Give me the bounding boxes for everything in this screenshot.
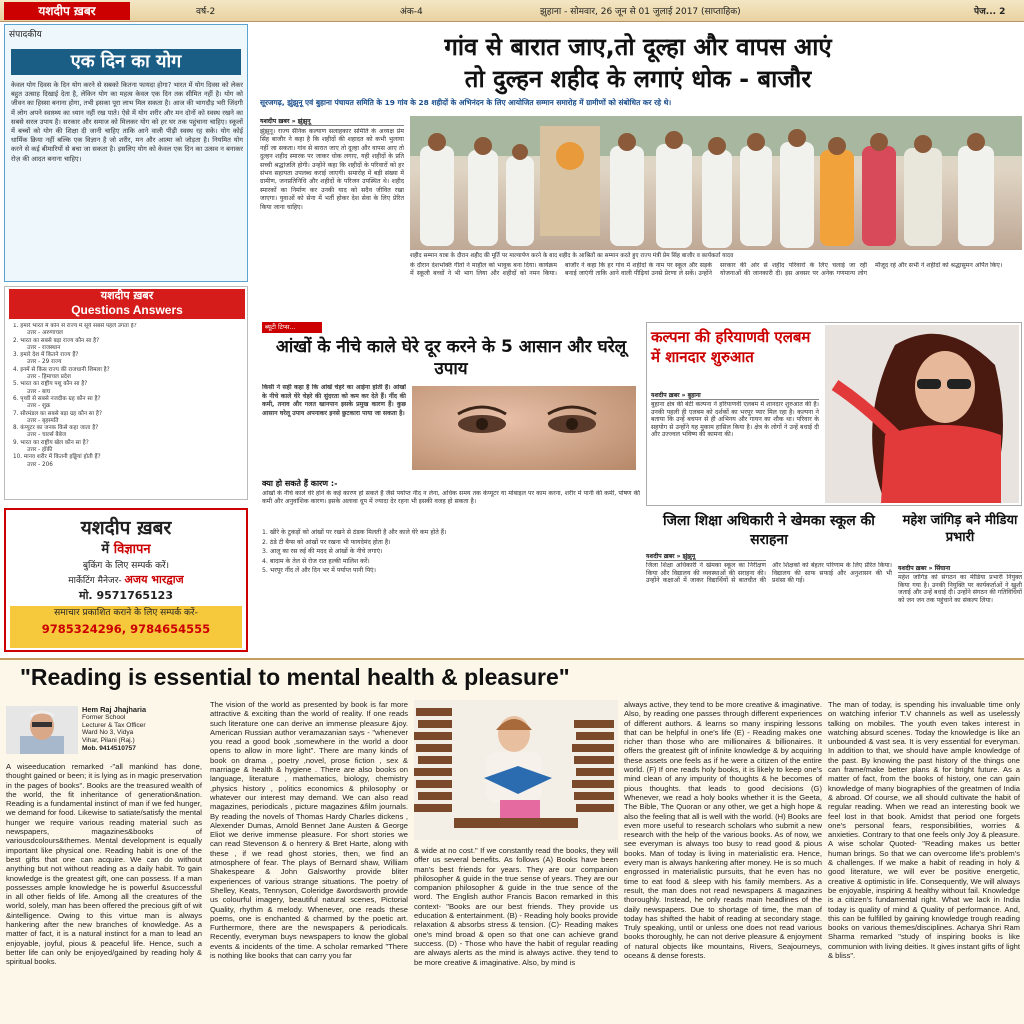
masthead-bar — [0, 0, 1024, 22]
qa-line: 7. सौरमंडल का सबसे बड़ा ग्रह कौन सा है? — [13, 410, 102, 417]
author-line: Former School — [82, 713, 126, 721]
lead-photo-figures — [410, 116, 1022, 250]
qa-line: उत्तर - चार्ल्स बैबेज — [27, 432, 67, 439]
masthead-issue: अंक-4 — [400, 7, 423, 17]
author-line: Mob. 9414510757 — [82, 744, 136, 752]
qa-title — [9, 289, 245, 319]
ad-manager-label: मार्केटिंग मैनेजर- — [68, 576, 122, 586]
reading-girl-illustration — [414, 700, 618, 840]
ad-booking-line: बुकिंग के लिए सम्पर्क करें। — [82, 561, 170, 571]
qa-line: 10. मानव शरीर में कितनी हड्डियां होती हैं? — [13, 454, 101, 461]
album-byline: यशदीप ख़बर » बुहाना — [651, 391, 819, 400]
qa-line: उत्तर - 206 — [27, 461, 53, 468]
lead-headline-2: तो दुल्हन शहीद के लगाएं धोक - बाजौर — [464, 65, 812, 93]
beauty-tips-list — [262, 528, 640, 654]
masthead-page: पेज... 2 — [974, 7, 1006, 17]
media-byline: यशदीप ख़बर » सिंघाना — [898, 564, 1022, 573]
author-name: Hem Raj Jhajharia — [82, 705, 147, 714]
ad-mobile-number: 9571765123 — [96, 589, 173, 602]
ad-vigyapan-line — [6, 539, 246, 557]
beauty-intro: किसी ने सही कहा है कि आंखें चेहरे का आईना होती हैं। आंखों के नीचे काले घेरे चेहरे की सुंदरता को कम कर देते हैं। नींद की कमी, तनाव और गलत खानपान इसके प्रमुख कारण हैं। कुछ आसान घरेलू उपाय अपनाकर इनसे छुटकारा पाया जा सकता है। — [262, 384, 406, 417]
school-byline: यशदीप ख़बर » झुंझुनू — [646, 552, 766, 561]
beauty-tip: 4. बादाम के तेल से रोज रात हल्की मालिश करें। — [262, 557, 370, 565]
author-photo — [6, 706, 78, 754]
lead-photo-caption: शहीद सम्मान यात्रा के दौरान शहीद की मूर्ति पर माल्यार्पण करने के बाद शहीद के आश्रितों का सम्मान करते हुए राज्य मंत्री प्रेम सिंह बाजौर व कार्यकर्ता यादव — [410, 253, 734, 259]
qa-title-hindi: यशदीप ख़बर — [100, 289, 154, 302]
beauty-tip: 3. आलू का रस रुई की मदद से आंखों के नीचे लगाएं। — [262, 548, 383, 556]
editorial-box — [4, 24, 248, 282]
qa-line: 6. पृथ्वी से सबसे नजदीक ग्रह कौन सा है? — [13, 395, 101, 402]
beauty-subhead-body: आंखों के नीचे काले घेरे होने के कई कारण हो सकते हैं जैसे पर्याप्त नींद न लेना, अधिक समय तक कंप्यूटर या मोबाइल पर काम करना, शरीर में पानी की कमी, पोषण की कमी और अनुवांशिक कारण। इसके अलावा धूप में ज्यादा देर रहना भी इसकी वजह हो सकता है। — [262, 490, 640, 505]
editorial-body: केवल योग दिवस के दिन योग करने से सबको कितना फायदा होगा? भारत में योग दिवस को लेकर बहुत उत्साह दिखाई देता है, लेकिन योग का महत्व केवल एक दिन तक सीमित नहीं है। योग को जीवन का हिस्सा बनाना होगा, तभी इसका पूरा लाभ मिल सकता है। आज की भागदौड़ भरी जिंदगी में लोग अपने स्वास्थ्य का ध्यान नहीं रख पाते। ऐसे में योग शरीर और मन दोनों को स्वस्थ रखने का सबसे सरल उपाय है। सरकार और समाज को मिलकर योग को हर घर तक पहुंचाना चाहिए। स्कूलों में बच्चों को योग की शिक्षा दी जानी चाहिए ताकि आने वाली पीढ़ी स्वस्थ रह सके। योग कोई धार्मिक क्रिया नहीं बल्कि एक विज्ञान है जो शरीर, मन और आत्मा को जोड़ता है। नियमित योग करने से कई बीमारियों से बचा जा सकता है। इसलिए योग को केवल एक दिन का उत्सव न बनाकर रोज़ की आदत बनाना चाहिए। — [11, 81, 243, 163]
media-body: महेश जांगिड़ को संगठन का मीडिया प्रभारी नियुक्त किया गया है। उनकी नियुक्ति पर कार्यकर्ताओं ने खुशी जताई और उन्हें बधाई दी। उन्होंने संगठन की गतिविधियों को जन जन तक पहुंचाने का संकल्प लिया। — [898, 574, 1022, 604]
album-box — [646, 322, 1022, 506]
qa-line: उत्तर - हॉकी — [27, 447, 53, 454]
album-photo — [825, 325, 1019, 503]
qa-line: उत्तर - बृहस्पति — [27, 417, 59, 424]
beauty-tip: 1. खीरे के टुकड़ों को आंखों पर रखने से ठंडक मिलती है और काले घेरे कम होते हैं। — [262, 529, 447, 536]
qa-line: उत्तर - हिमाचल प्रदेश — [27, 374, 71, 381]
ad-box — [4, 508, 248, 652]
beauty-tip: 2. ठंडे टी बैग्स को आंखों पर रखना भी फायदेमंद होता है। — [262, 538, 391, 546]
english-col-4: always active, they tend to be more creative & imaginative. Also, by reading one passes through different experiences of different authors. & learns so many inspiring lessons that can be helpful in one's life (E) - Reading makes one richer than those who are millionaires & billionaires. It offers the greatest gift of infinite knowledge & by acquiring these assets one feels as if he were a citizen of the entire world. (F) If one reads holy books, it is likely to keep one's mind clean of any impurity of thoughts & he becomes of pious thoughts. that leads to good decisions (G) Whenever, we read a holy books whether it is the Geeta, The Bible, The Quoran or any other, we get a high hope & also the feeling that all is well with the world. (H) Books are even more useful to research scholars who submit a new research with the help of the various books. As of now, we see everyman is always too busy to read good & pious books. Man of today is living in materialistic era. Hence, every man is always hankering after money. He is so much engrossed in materialistic pursuits, that he even has no time to eat food & sleep with his family members. As a result, the man does not read newspapers & magazines thoroughly. Instead, he only reads main headlines of the daily newspapers. Due to shortage of time, the man of today has shifted the habit of reading at secondary stage. Truly speaking, until or unless one does not read various books thoroughly, he can not derive pleasure & enjoyment of natural objects like mountains, Rivers, Seajourneys, oceans & dense forests. — [624, 700, 822, 961]
author-line: Ward No 3, Vidya — [82, 729, 134, 737]
beauty-photo-eyes — [412, 386, 636, 470]
masthead-paper-name: यशदीप ख़बर — [4, 2, 130, 20]
qa-line: 1. हमारे भारत में कौन से राज्य में सूर्य सबसे पहले उगता है? — [13, 323, 137, 329]
school-headline: जिला शिक्षा अधिकारी ने खेमका स्कूल की सराहना — [663, 513, 875, 548]
beauty-tag: ब्यूटी टिप्स... — [262, 322, 322, 333]
qa-list — [13, 323, 243, 497]
beauty-headline: आंखों के नीचे काले घेरे दूर करने के 5 आसान और घरेलू उपाय — [275, 337, 627, 379]
ad-news-phones: 9785324296, 9784654555 — [41, 622, 211, 636]
qa-line: उत्तर - बाघ — [27, 388, 51, 395]
author-line: Lecturer & Tax Officer — [82, 721, 146, 729]
beauty-tip: 5. भरपूर नींद लें और दिन भर में पर्याप्त पानी पिएं। — [262, 567, 376, 575]
school-body: जिला शिक्षा अधिकारी ने खेमका स्कूल का निरीक्षण किया और विद्यालय की व्यवस्थाओं की सराहना की। उन्होंने कक्षाओं में जाकर विद्यार्थियों से बातचीत की और शिक्षकों को बेहतर परिणाम के लिए प्रेरित किया। विद्यालय की साफ सफाई और अनुशासन की भी प्रशंसा की गई। — [646, 562, 892, 585]
qa-line: उत्तर - अरुणाचल — [27, 330, 63, 337]
ad-news-band — [10, 606, 242, 648]
ad-vigyapan: विज्ञापन — [113, 542, 151, 557]
qa-box — [4, 286, 248, 500]
ad-manager-name: अजय भारद्वाज — [124, 573, 184, 586]
ad-manager-line — [6, 572, 246, 587]
english-headline: "Reading is essential to mental health & pleasure" — [20, 664, 570, 690]
author-photo-portrait — [6, 706, 78, 754]
lead-body: झुंझुनू। राज्य सैनिक कल्याण सलाहकार समिति के अध्यक्ष प्रेम सिंह बाजौर ने कहा है कि शहीदों की शहादत को कभी भुलाया नहीं जा सकता। गांव से बारात जाए तो दूल्हा और वापस आए तो दुल्हन शहीद स्मारक पर जाकर धोक लगाए, यही शहीदों के प्रति सच्ची श्रद्धांजलि होगी। उन्होंने कहा कि शहीदों के परिवारों को हर संभव सहायता उपलब्ध कराई जाएगी। समारोह में बड़ी संख्या में ग्रामीण, जनप्रतिनिधि और शहीदों के परिजन उपस्थित थे। शहीद स्मारकों का निर्माण कर उनकी याद को सदैव जीवित रखा जाएगा। युवाओं को सेना में भर्ती होकर देश सेवा के लिए प्रेरित किया जाना चाहिए। — [260, 128, 404, 211]
lead-headline-1: गांव से बारात जाए,तो दूल्हा और वापस आएं — [444, 33, 832, 61]
qa-line: उत्तर - राजस्थान — [27, 344, 61, 351]
english-col-2: The vision of the world as presented by book is far more attractive & exciting than the world of reality. If one reads such literature one can derive an immense pleasure &joy. American Russian author veramazanian says - "whenever you read a good book ,somewhere in the world a door opens to allow in more light". There are many kinds of book on drama , poetry ,novel, prose fiction , sex & marriage & health & hygiene . There are also books on language, literature , mathematics, biology, chemistry ,physics history , politics economics & philosophy or whatever our interest may demand. We can also read magazines, periodicals , picture magazines &film journals. By reading the novels of Thomas Hardy Charles dickens , Alexender Dumas, Arnold Bennet Jane Austen & George Eliot we derive immense pleasure. For short stories we can read Stevenson & o henrery & Bret Harte, along with these , if we read ghost stories, then, we find an atmosphere of fear. The plays of Bernard shaw, William Shakespeare & John Galsworthy provide bliter experiences of various strange situations. The poetry of Shelley, Keats, Tennyson, Coleridge &wordsworth provide us colourful imagery, beautiful natural scenes, Pictorial Quality, rhythm & melody. Whenever, one reads these poems, one is enchanted & charmed by the poetic art. Furthermore, there are the newspapers & periodicals. Recently, everyman buys newspapers to know the global events & incidents of the time. A scholar remarked "There is nothing like books that can carry you far — [210, 700, 408, 961]
qa-line: उत्तर - शुक्र — [27, 403, 51, 410]
ad-mobile-label: मो. — [79, 589, 93, 602]
reading-girl-photo — [414, 700, 618, 840]
qa-line: 4. इनमें से किस राज्य की राजधानी शिमला है? — [13, 366, 110, 373]
ad-title: यशदीप ख़बर — [80, 517, 172, 539]
lead-byline: यशदीप ख़बर » झुंझुनू — [260, 116, 404, 126]
lead-body-continued: के दौरान देशभक्ति गीतों ने माहौल को भावुक बना दिया। कार्यक्रम में स्कूली बच्चों ने भी भाग लिया और शहीदों को नमन किया। बाजौर ने कहा कि हर गांव में शहीदों के नाम पर स्कूल और सड़कें बनाई जाएंगी ताकि आने वाली पीढ़ियां उनसे प्रेरणा ले सकें। उन्होंने सरकार की ओर से शहीद परिवारों के लिए चलाई जा रही योजनाओं की जानकारी दी। इस अवसर पर अनेक गणमान्य लोग मौजूद रहे और सभी ने शहीदों को श्रद्धासुमन अर्पित किए। — [410, 262, 1003, 277]
ad-in-word: में — [101, 542, 110, 557]
album-body: बुहाना क्षेत्र की बेटी कल्पना ने हरियाणवी एलबम में शानदार शुरुआत की है। उनकी पहली ही एलबम को दर्शकों का भरपूर प्यार मिल रहा है। कल्पना ने बताया कि उन्हें बचपन से ही अभिनय और गायन का शौक था। परिवार के सहयोग से उन्होंने यह मुकाम हासिल किया है। क्षेत्र के लोगों ने उन्हें बधाई दी और उज्ज्वल भविष्य की कामना की। — [651, 401, 819, 439]
ad-news-label: समाचार प्रकाशित कराने के लिए सम्पर्क करें- — [54, 608, 198, 618]
ad-mobile-line — [6, 588, 246, 603]
lead-photo — [410, 116, 1022, 250]
english-col-1: A wiseeducation remarked -"all mankind has done, thought gained or been; it is lying as in magic preservation in the pages of books". Books are the treasured wealth of the world, the fit inheritance of generation&nation. Reading is a fundamental instinct of man if we fed hunger, we demand for food. Likewise to satiate/satisfy the mental hunger we require various reading material such as newspapers, magazines&books of variousdcolours&themes. Mental development is equally important like physical one. Reading habit is one of the best gifts that one can acquire. We can do without anything but not without reading as a daily habit. To gain knowledge is the greatest gift, one can possess. If a man possesses ample knowledge he is powerful &successful in all other fields of life. Among all the creatures of the world, solely, man has been offered the precious gift of wit &intelligence. Owing to this virtue man is always hankering after the new branches of knowledge. As a matter of fact, it is a natural instinct for a man to lead an enjoyable, joyful, pious & peaceful life. Hence, such a better life can only be enjoyed/gained by reading holy & spiritual books. — [6, 762, 202, 967]
qa-line: उत्तर - 29 राज्य — [27, 359, 62, 366]
beauty-photo — [412, 386, 636, 470]
editorial-headline: एक दिन का योग — [11, 49, 241, 75]
qa-line: 2. भारत का सबसे बड़ा राज्य कौन सा है? — [13, 337, 100, 344]
qa-title-english: Questions Answers — [71, 303, 183, 317]
author-block — [82, 706, 202, 753]
qa-line: 8. कंप्यूटर का जनक किसे कहा जाता है? — [13, 425, 99, 432]
album-photo-figure — [825, 325, 1019, 503]
lead-deck: सूरजगढ़, झुंझुनू एवं बुहाना पंचायत समिति के 19 गांव के 28 शहीदों के अभिनंदन के लिए आयोजित सम्मान समारोह में ग्रामीणों को संबोधित कर रहे थे। — [260, 98, 672, 107]
masthead-year: वर्ष-2 — [196, 7, 216, 17]
album-headline: कल्पना की हरियाणवी एलबम में शानदार शुरुआत — [651, 328, 811, 366]
english-col-3: & wide at no cost." If we constantly read the books, they will offer us several benefits. As follows (A) Books have been man's best friends for years. They are our companion philosopher & guide in the true sense of years. They are our companion philosopher & guide in the true sence of the word. The English author Francis Bacon remarked in this context- "Books are our best friends. They provide us education & entertainment. (B) - Reading holy books provide relaxation & absorbs stress & tension. (C)- Reading makes one's mind broad & open so that one can achieve grand success. (D) - Those who have the habit of regular reading are always alerts as the mind is always active. they tend to be more creative & imaginative. Also, by mind is — [414, 846, 618, 967]
qa-line: 5. भारत का राष्ट्रीय पशु कौन सा है? — [13, 381, 88, 388]
author-line: Vihar, Pilani (Raj.) — [82, 737, 135, 745]
media-headline: महेश जांगिड़ बने मीडिया प्रभारी — [902, 513, 1018, 545]
qa-line: 9. भारत का राष्ट्रीय खेल कौन सा है? — [13, 439, 89, 446]
english-col-5: The man of today, is spending his invaluable time only on watching inferior T.V channels as well as uselessly talking on mobiles. The youth even takes interest in watching absurd scenes. Today the knowledge is like an unbounded & vast sea. It is very essential for everyman. In addition to that, we should have ample knowledge of the past. By knowing the past history of the things one can frame/make better plans & for bright future. As a matter of fact, from the books of history, one can gain knowledge of many biographies of the greatmen of India & abroad. Of course, we all should cultivate the habit of regular reading. When we read an interesting book we feel lost in that book. Amidst that period one forgets one's personal fears, responsibilities, worries & anxieties. Contrary to that one feels only Joy & pleasure. A wise scholar Quoted- "Reading makes us better human brings. So that we can overcome life's problem's & challenges. If we make a habit of reading in holy & good literature, we will ever be positive energetic, creative & optimistic in life. Consequently, We will always be enjoyable, inspiring & healthy without fail. Knowledge is a citizen's fundamental right. What we lack in India today is quality of mind & Quality of performance. And, this can be fulfilled by gaining knowledge trough reading books on various themes/disciplines. Acharya Shri Ram Sharma remarked "study of inspiring books is like communion with living deities. It gives instant gifts of light & bliss". — [828, 700, 1020, 961]
qa-line: 3. हमारे देश में कितने राज्य हैं? — [13, 352, 79, 359]
beauty-subhead: क्या हो सकते हैं कारण :- — [262, 479, 338, 488]
masthead-dateline: झुहाना - सोमवार, 26 जून से 01 जुलाई 2017 (साप्ताहिक) — [540, 7, 741, 17]
editorial-tag: संपादकीय — [9, 30, 42, 40]
